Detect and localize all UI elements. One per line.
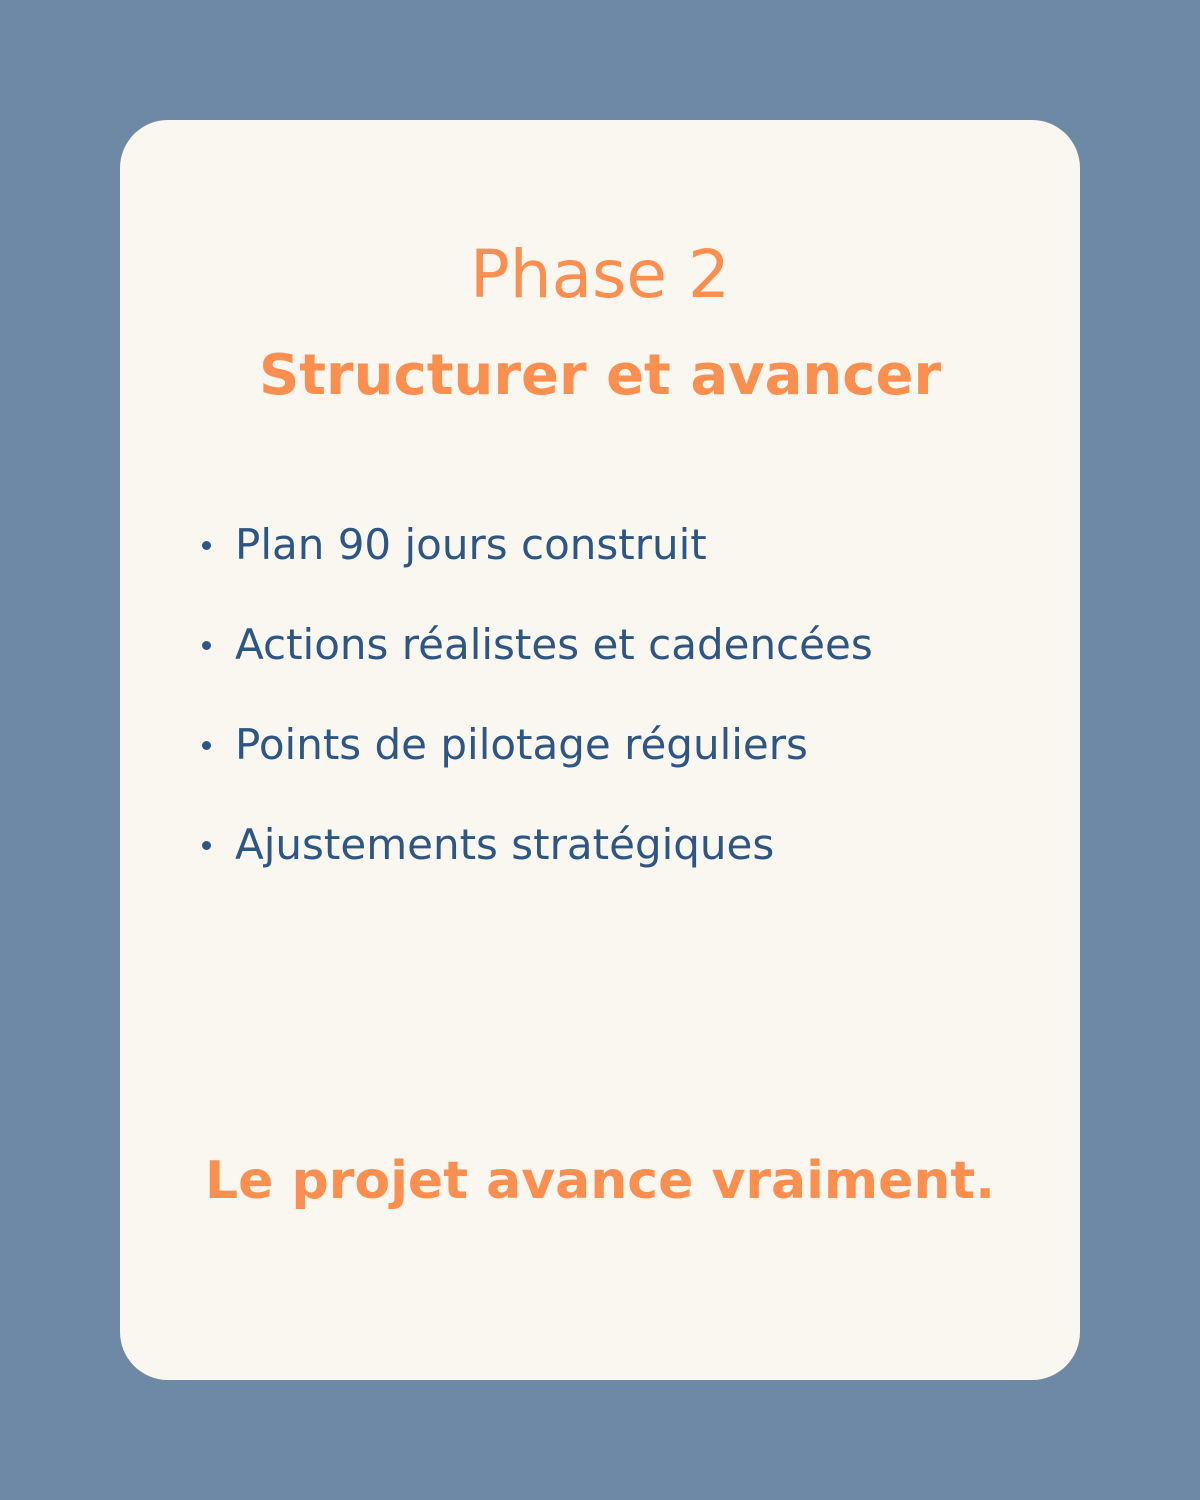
list-item-text: Actions réalistes et cadencées xyxy=(235,620,873,669)
bullet-list xyxy=(202,495,873,895)
list-item-text: Plan 90 jours construit xyxy=(235,520,707,569)
bullet-dot-icon xyxy=(202,541,211,550)
list-item xyxy=(202,595,873,695)
bullet-dot-icon xyxy=(202,641,211,650)
closing-statement: Le projet avance vraiment. xyxy=(205,1151,995,1211)
list-item xyxy=(202,795,873,895)
bullet-dot-icon xyxy=(202,741,211,750)
phase-title: Structurer et avancer xyxy=(258,343,942,408)
list-item-text: Ajustements stratégiques xyxy=(235,820,775,869)
list-item xyxy=(202,695,873,795)
list-item xyxy=(202,495,873,595)
phase-label: Phase 2 xyxy=(469,236,731,313)
bullet-dot-icon xyxy=(202,841,211,850)
list-item-text: Points de pilotage réguliers xyxy=(235,720,808,769)
phase-card xyxy=(120,120,1080,1380)
